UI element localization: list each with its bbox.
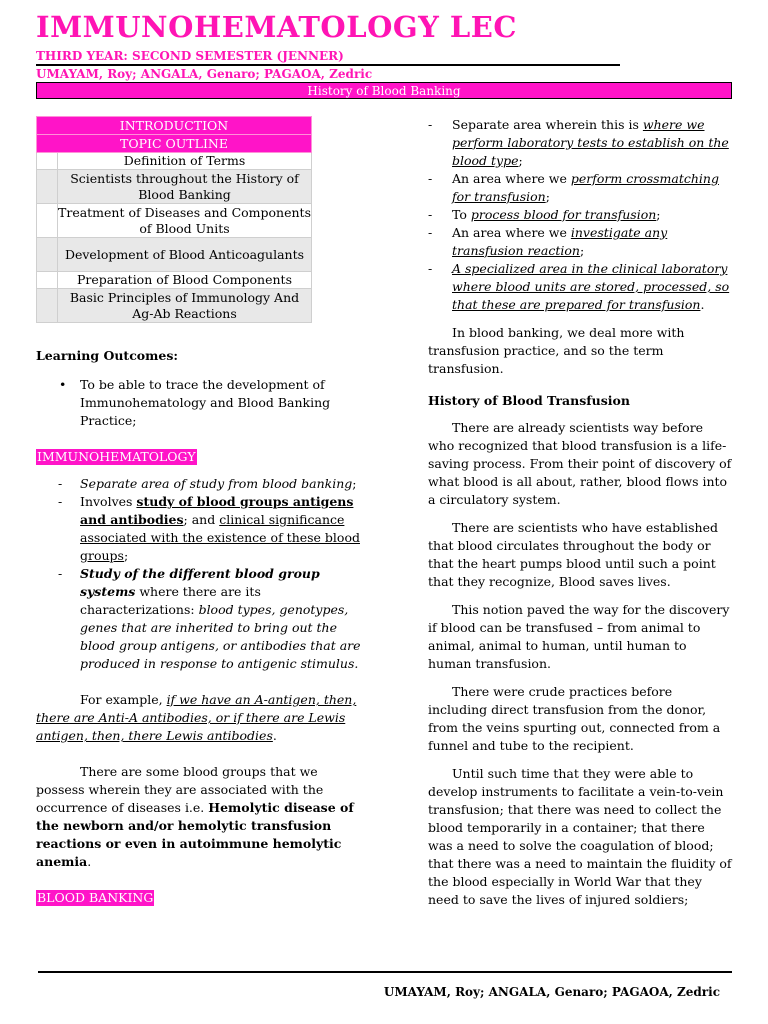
outline-item: Development of Blood Anticoagulants <box>58 238 312 272</box>
example-paragraph: For example, if we have an A-antigen, then, there are Anti-A antibodies, or if there are Lewis antigen, then, there Lewis antibodies. <box>36 692 357 743</box>
outline-item: Preparation of Blood Components <box>58 272 312 289</box>
document-title: IMMUNOHEMATOLOGY LEC <box>36 10 517 44</box>
outline-index-cell <box>37 153 58 170</box>
history-paragraph: Until such time that they were able to develop instruments to facilitate a vein-to-vein transfusion; that there was need to collect the blood temporarily in a container; that there was a need to solve the coagulation of blood; that there was a need to maintain the fluidity of the blood especially in World War that they need to save the lives of injured soldiers; <box>428 766 732 907</box>
list-item: - Study of the different blood group systems where there are its characterizations: blood types, genotypes, genes that are inherited to bring out the blood group antigens, or antibodies that are produced in response to antigenic stimulus. <box>58 566 361 671</box>
learning-outcomes-heading: Learning Outcomes: <box>36 348 178 363</box>
bullet-icon: • <box>59 377 67 392</box>
immunohematology-list <box>36 475 366 673</box>
outline-index-cell <box>37 289 58 323</box>
list-item: - To process blood for transfusion; <box>428 207 661 222</box>
blood-banking-list <box>428 116 733 314</box>
list-item: - An area where we investigate any transfusion reaction; <box>428 225 668 258</box>
history-paragraph: There are already scientists way before who recognized that blood transfusion is a life-saving process. From their point of discovery of what blood is all about, rather, blood flows into a circulatory system. <box>428 420 732 507</box>
outline-item: Treatment of Diseases and Components of Blood Units <box>58 204 311 236</box>
outline-subheading: TOPIC OUTLINE <box>37 135 312 153</box>
transfusion-practice-paragraph: In blood banking, we deal more with transfusion practice, and so the term transfusion. <box>428 325 685 376</box>
topic-outline-table <box>36 116 312 323</box>
blood-banking-label: BLOOD BANKING <box>37 890 154 905</box>
footer-divider <box>38 971 732 973</box>
list-item: - Involves study of blood groups antigens and antibodies; and clinical significance associated with the existence of these blood groups; <box>58 494 360 563</box>
list-item: - A specialized area in the clinical laboratory where blood units are stored, processed, so that these are prepared for transfusion. <box>428 261 730 312</box>
blood-groups-paragraph: There are some blood groups that we possess wherein they are associated with the occurrence of diseases i.e. Hemolytic disease of the newborn and/or hemolytic transfusion reactions or even in autoimmune hemolytic anemia. <box>36 764 354 869</box>
immunohematology-section <box>36 446 366 871</box>
outline-item: Scientists throughout the History of Blood Banking <box>58 170 312 204</box>
outline-index-cell <box>37 204 58 238</box>
history-paragraph: There were crude practices before including direct transfusion from the donor, from the veins spurting out, connected from a funnel and tube to the recipient. <box>428 684 721 753</box>
right-column <box>428 116 733 909</box>
history-paragraph: There are scientists who have established that blood circulates throughout the body or that the heart pumps blood until such a point that they recognize, Blood saves lives. <box>428 520 718 589</box>
immunohematology-label: IMMUNOHEMATOLOGY <box>37 449 196 464</box>
learning-outcomes-list <box>36 376 366 430</box>
list-item: • To be able to trace the development of Immunohematology and Blood Banking Practice; <box>59 377 331 428</box>
topic-banner: History of Blood Banking <box>36 82 732 99</box>
left-column <box>36 116 366 906</box>
authors-header: UMAYAM, Roy; ANGALA, Genaro; PAGAOA, Zedric <box>36 67 373 81</box>
list-item: - An area where we perform crossmatching for transfusion; <box>428 171 719 204</box>
outline-item: Definition of Terms <box>58 153 312 170</box>
history-heading: History of Blood Transfusion <box>428 393 630 408</box>
footer-authors: UMAYAM, Roy; ANGALA, Genaro; PAGAOA, Zedric <box>383 985 720 999</box>
history-paragraph: This notion paved the way for the discovery if blood can be transfused – from animal to animal, animal to human, until human to human transfusion. <box>428 602 730 671</box>
list-item: - Separate area of study from blood banking; <box>58 476 357 491</box>
course-subtitle: THIRD YEAR: SECOND SEMESTER (JENNER) <box>36 48 620 66</box>
outline-index-cell <box>37 170 58 204</box>
outline-index-cell <box>37 238 58 272</box>
outline-heading: INTRODUCTION <box>37 117 312 135</box>
blood-banking-section <box>36 887 366 906</box>
outline-item: Basic Principles of Immunology And Ag-Ab Reactions <box>58 289 312 323</box>
outline-index-cell <box>37 272 58 289</box>
list-item: - Separate area wherein this is where we perform laboratory tests to establish on the blood type; <box>428 117 729 168</box>
